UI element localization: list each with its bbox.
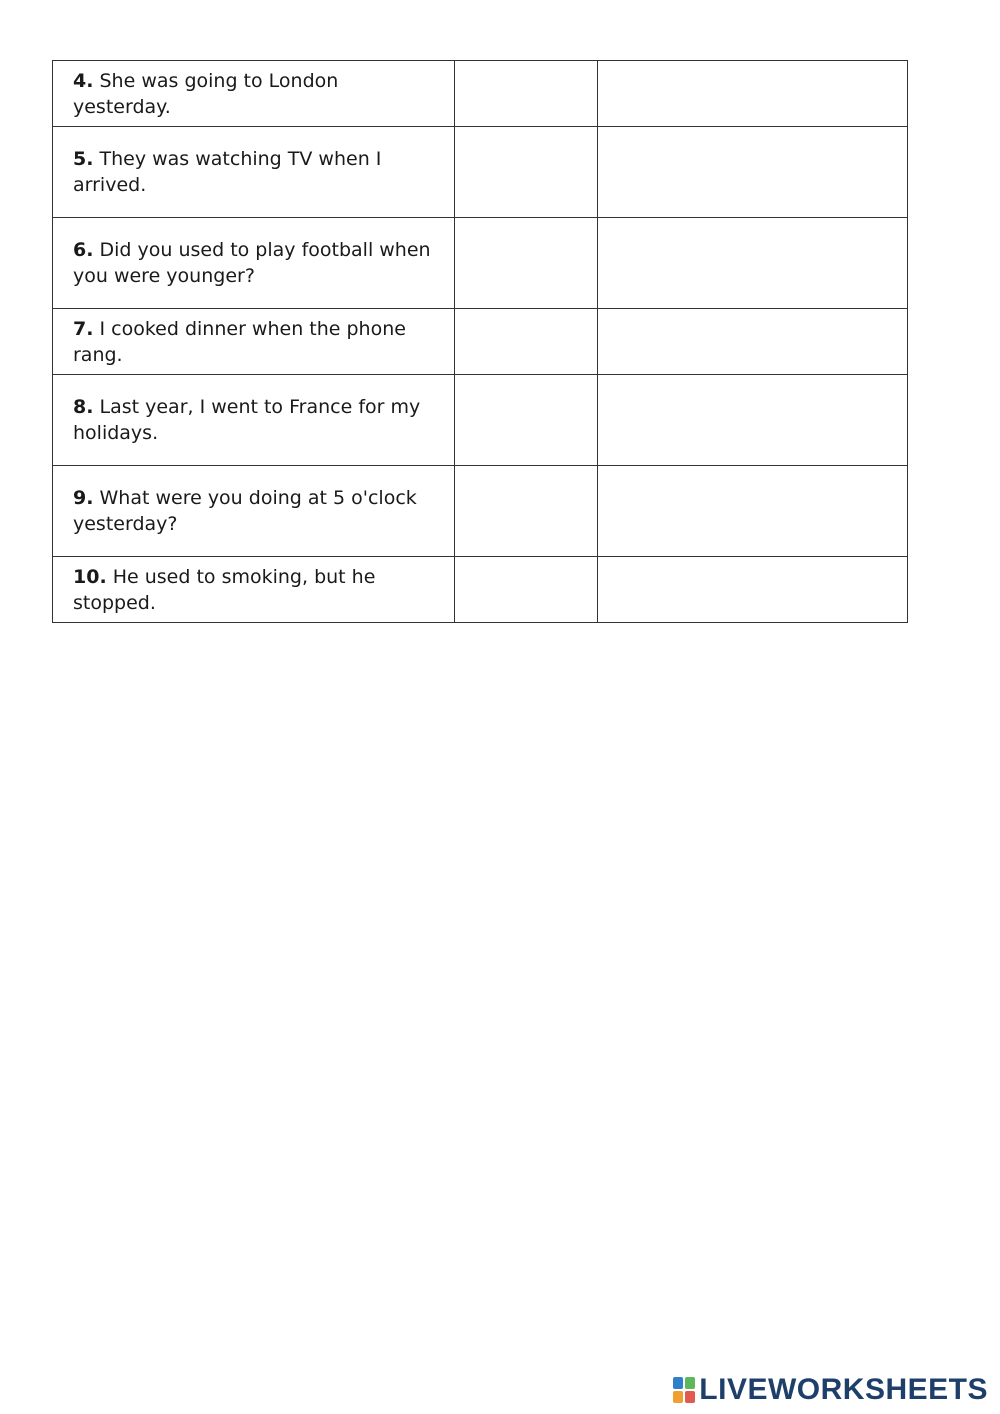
sentence-text: What were you doing at 5 o'clock yesterday? xyxy=(73,487,417,535)
table-row xyxy=(53,127,908,218)
sentence-text: Did you used to play football when you were younger? xyxy=(73,239,431,287)
answer-cell-correction[interactable] xyxy=(598,557,908,623)
sentence-number: 7. xyxy=(73,317,94,340)
answer-cell-correction[interactable] xyxy=(598,309,908,375)
sentence-number: 6. xyxy=(73,239,94,261)
sentence-text: She was going to London yesterday. xyxy=(73,69,339,118)
answer-cell-correction[interactable] xyxy=(598,218,908,309)
sentence-number: 10. xyxy=(73,565,107,588)
sentence-number: 8. xyxy=(73,396,94,418)
answer-cell-correction[interactable] xyxy=(598,466,908,557)
logo-text: LIVEWORKSHEETS xyxy=(699,1373,988,1406)
liveworksheets-logo-icon xyxy=(673,1377,695,1403)
answer-cell-correct[interactable] xyxy=(455,127,598,218)
table-row xyxy=(53,218,908,309)
liveworksheets-logo xyxy=(673,1373,988,1407)
table-row xyxy=(53,375,908,466)
sentence-cell xyxy=(53,127,455,218)
table-row xyxy=(53,466,908,557)
sentence-cell xyxy=(53,557,455,623)
sentence-cell xyxy=(53,309,455,375)
answer-cell-correct[interactable] xyxy=(455,61,598,127)
sentence-number: 9. xyxy=(73,487,94,509)
sentence-text: He used to smoking, but he stopped. xyxy=(73,565,376,614)
answer-cell-correct[interactable] xyxy=(455,309,598,375)
answer-cell-correct[interactable] xyxy=(455,375,598,466)
answer-cell-correct[interactable] xyxy=(455,218,598,309)
sentence-cell xyxy=(53,218,455,309)
sentence-text: Last year, I went to France for my holidays. xyxy=(73,396,421,444)
table-row xyxy=(53,557,908,623)
table-row xyxy=(53,309,908,375)
sentence-cell xyxy=(53,466,455,557)
worksheet-table xyxy=(52,60,908,623)
sentence-text: I cooked dinner when the phone rang. xyxy=(73,317,406,366)
answer-cell-correction[interactable] xyxy=(598,61,908,127)
sentence-text: They was watching TV when I arrived. xyxy=(73,148,382,196)
sentence-cell xyxy=(53,61,455,127)
answer-cell-correction[interactable] xyxy=(598,127,908,218)
answer-cell-correct[interactable] xyxy=(455,466,598,557)
answer-cell-correction[interactable] xyxy=(598,375,908,466)
answer-cell-correct[interactable] xyxy=(455,557,598,623)
table-row xyxy=(53,61,908,127)
sentence-number: 4. xyxy=(73,69,94,92)
sentence-number: 5. xyxy=(73,148,94,170)
sentence-cell xyxy=(53,375,455,466)
